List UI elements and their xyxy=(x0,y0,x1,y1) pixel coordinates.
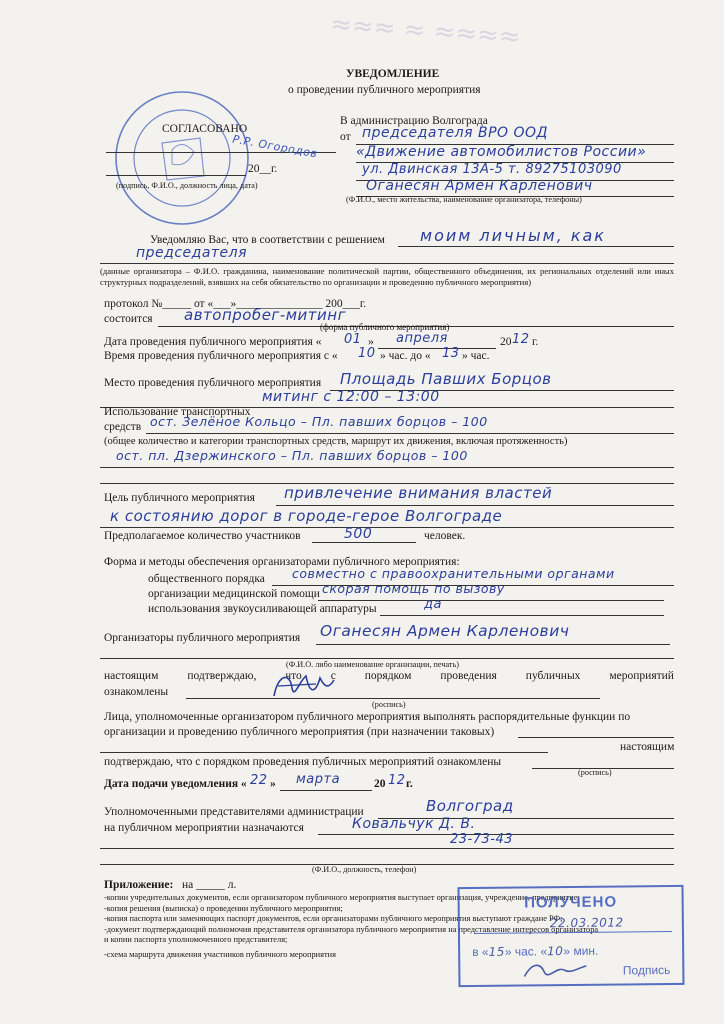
representatives-line-2: на публичном мероприятии назначаются xyxy=(104,822,304,834)
appendix-count: на _____ л. xyxy=(182,879,237,891)
from-value-3: ул. Двинская 13А-5 т. 89275103090 xyxy=(362,162,622,177)
organizers-line-2 xyxy=(100,658,674,659)
transport-value-1: ост. Зелёное Кольцо – Пл. павших борцов – 100 xyxy=(150,414,488,429)
addressee-from-label: от xyxy=(340,131,351,143)
date-month: апреля xyxy=(396,331,448,346)
transport-label-1: Использование транспортных xyxy=(104,406,251,418)
notify-line-1 xyxy=(398,246,674,247)
approval-caption: (подпись, Ф.И.О., должность лица, дата) xyxy=(116,181,258,190)
approval-label: СОГЛАСОВАНО xyxy=(162,123,248,135)
authorized-line-b xyxy=(100,752,548,753)
addressee-caption: (Ф.И.О., место жительства, наименование организатора, телефоны) xyxy=(346,195,582,204)
appendix-item: -копии учредительных документов, если организатором публичного мероприятия выступает организация, учреждение, предприятие; xyxy=(104,893,580,902)
participants-label: Предполагаемое количество участников xyxy=(104,530,301,542)
authorized-sign-caption: (роспись) xyxy=(578,768,612,777)
notify-line-2 xyxy=(100,263,674,264)
organizers-value: Оганесян Армен Карленович xyxy=(320,622,570,640)
time-suffix: » час. xyxy=(462,350,490,362)
time-prefix: в « xyxy=(472,944,489,960)
ack-sign-caption: (роспись) xyxy=(372,700,406,709)
received-stamp-line xyxy=(474,931,672,934)
participants-value: 500 xyxy=(344,526,373,542)
participants-unit: человек. xyxy=(424,530,466,542)
held-value: автопробег-митинг xyxy=(184,306,346,324)
submission-year-hw: 12 xyxy=(388,773,406,788)
submission-year-prefix: 20 xyxy=(374,778,386,790)
approval-handwritten: Р.Р. Огородов xyxy=(231,132,319,161)
received-signature xyxy=(520,958,590,983)
transport-value-2: ост. пл. Дзержинского – Пл. павших борцов – 100 xyxy=(116,448,468,463)
document-title: УВЕДОМЛЕНИЕ xyxy=(346,68,440,80)
from-value-4: Оганесян Армен Карленович xyxy=(366,178,593,194)
purpose-value-2: к состоянию дорог в городе-герое Волгограде xyxy=(110,507,503,525)
notify-hw-2: председателя xyxy=(136,245,248,261)
transport-line-2 xyxy=(100,467,674,468)
approval-date-tail: 20__г. xyxy=(248,163,278,175)
authorized-line-2-tail: настоящим xyxy=(620,741,675,753)
order-label: общественного порядка xyxy=(148,573,265,585)
confirm-word: с xyxy=(330,670,336,682)
time-from: 10 xyxy=(358,346,376,361)
from-value-1: председателя ВРО ООД xyxy=(362,125,548,141)
representatives-caption: (Ф.И.О., должность, телефон) xyxy=(312,865,417,874)
medical-value: скорая помощь по вызову xyxy=(322,581,505,596)
representatives-line-1: Уполномоченными представителями администрации xyxy=(104,806,364,818)
medical-label: организации медицинской помощи xyxy=(148,588,320,600)
confirm-word: публичных xyxy=(525,670,581,682)
round-seal-stamp xyxy=(112,88,252,228)
protocol-text: протокол №_____ от «___»_______________ 200___г. xyxy=(104,298,367,310)
organizers-caption: (Ф.И.О. либо наименование организации, печать) xyxy=(286,660,459,669)
purpose-value-1: привлечение внимания властей xyxy=(284,484,553,502)
sound-line xyxy=(380,615,664,616)
time-label: Время проведения публичного мероприятия с « xyxy=(104,350,338,362)
organizers-label: Организаторы публичного мероприятия xyxy=(104,632,301,644)
confirm-words xyxy=(104,670,674,682)
transport-caption: (общее количество и категории транспортных средств, маршрут их движения, включая протяженность) xyxy=(104,436,568,447)
sound-value: да xyxy=(424,597,442,612)
authorized-line-a xyxy=(518,737,674,738)
time-to: 13 xyxy=(442,346,460,361)
received-sign-label: Подпись xyxy=(622,962,671,978)
document-subtitle: о проведении публичного мероприятия xyxy=(288,84,481,96)
addressee-to: В администрацию Волгограда xyxy=(340,115,488,127)
confirm-word: мероприятий xyxy=(609,670,674,682)
submission-month: марта xyxy=(296,772,341,787)
date-year-hw: 12 xyxy=(512,332,530,347)
sound-label: использования звукоусиливающей аппаратуры xyxy=(148,603,377,615)
support-heading: Форма и методы обеспечения организаторами публичного мероприятия: xyxy=(104,556,460,568)
authorized-line-2: организации и проведению публичного мероприятия (при назначении таковых) xyxy=(104,726,495,738)
place-value-1: Площадь Павших Борцов xyxy=(340,370,552,388)
submission-month-line xyxy=(280,790,372,791)
order-value: совместно с правоохранительными органами xyxy=(292,566,615,581)
time-mid: » час. до « xyxy=(380,350,431,362)
approval-date-line xyxy=(106,175,246,176)
confirm-word: проведения xyxy=(440,670,497,682)
purpose-line-2 xyxy=(100,527,674,528)
appendix-item: и копии паспорта уполномоченного представителя; xyxy=(104,935,288,945)
held-label: состоится xyxy=(104,313,153,325)
date-month-line xyxy=(378,348,496,349)
received-minute: 10 xyxy=(547,944,564,959)
time-suffix: » мин. xyxy=(563,943,599,959)
authorized-line-1: Лица, уполномоченные организатором публичного мероприятия выполнять распорядительные функции по xyxy=(104,711,631,723)
transport-label-2: средств xyxy=(104,421,142,433)
representatives-hw-2: Ковальчук Д. В. xyxy=(352,816,476,832)
authorized-line-3: подтверждаю, что с порядком проведения публичных мероприятий ознакомлены xyxy=(104,756,502,768)
date-year-suffix: г. xyxy=(532,336,539,348)
from-value-2: «Движение автомобилистов России» xyxy=(356,144,647,160)
confirm-word: подтверждаю, xyxy=(187,670,257,682)
received-stamp-date: 22.03.2012 xyxy=(549,915,624,931)
place-value-2: митинг с 12:00 – 13:00 xyxy=(262,389,440,405)
ack-line xyxy=(186,698,600,699)
held-caption: (форма публичного мероприятия) xyxy=(320,322,450,332)
representatives-hw-3: 23-73-43 xyxy=(450,832,514,847)
place-label: Место проведения публичного мероприятия xyxy=(104,377,322,389)
bleed-through-text: ≈≈≈ ≈ ≈≈≈≈ xyxy=(329,9,522,53)
rep-line-3 xyxy=(100,848,674,849)
submission-day: 22 xyxy=(250,773,268,788)
organizer-signature xyxy=(268,666,338,706)
confirm-word: настоящим xyxy=(104,670,159,682)
purpose-label: Цель публичного мероприятия xyxy=(104,492,255,504)
participants-line xyxy=(312,542,416,543)
rep-line-4 xyxy=(100,864,674,865)
received-hour: 15 xyxy=(488,944,505,959)
notify-hw-1: моим личным, как xyxy=(420,226,606,245)
time-mid: » час. « xyxy=(504,944,548,959)
appendix-item: -копия решения (выписка) о проведении публичного мероприятия; xyxy=(104,903,343,913)
date-label: Дата проведения публичного мероприятия « xyxy=(104,336,322,348)
appendix-item: -документ подтверждающий полномочия представителя организатора публичного мероприятия на представление интересов организатора xyxy=(104,924,599,934)
received-stamp-time xyxy=(472,944,598,959)
purpose-line-1 xyxy=(276,505,674,506)
organizers-line xyxy=(316,644,670,645)
received-stamp-title: ПОЛУЧЕНО xyxy=(524,893,618,912)
transport-line-1 xyxy=(146,433,674,434)
submission-sep: » xyxy=(270,778,276,790)
received-stamp xyxy=(457,885,684,987)
submission-year-suffix: г. xyxy=(406,778,413,790)
notify-caption: (данные организатора – Ф.И.О. гражданина, наименование политической партии, общественного объединения, их региональных отделений или иных структурных подразделений, взявших на себя обязательство по организации и проведению публичного мероприятия) xyxy=(100,266,674,287)
medical-line xyxy=(318,600,664,601)
appendix-item: -схема маршрута движения участников публичного мероприятия xyxy=(104,949,336,959)
confirm-word: порядком xyxy=(364,670,412,682)
appendix-item: -копия паспорта или заменяющих паспорт документов, если организаторами публичного мероприятия выступают граждане РФ; xyxy=(104,914,563,924)
confirm-word: что xyxy=(285,670,302,682)
submission-label: Дата подачи уведомления « xyxy=(104,778,247,790)
date-year-prefix: 20 xyxy=(500,336,512,348)
ack-label: ознакомлены xyxy=(104,686,169,698)
representatives-hw-1: Волгоград xyxy=(426,797,514,815)
appendix-label: Приложение: xyxy=(104,879,174,891)
date-day: 01 xyxy=(344,332,362,347)
date-sep: » xyxy=(368,336,374,348)
notify-text: Уведомляю Вас, что в соответствии с решением xyxy=(150,234,385,246)
